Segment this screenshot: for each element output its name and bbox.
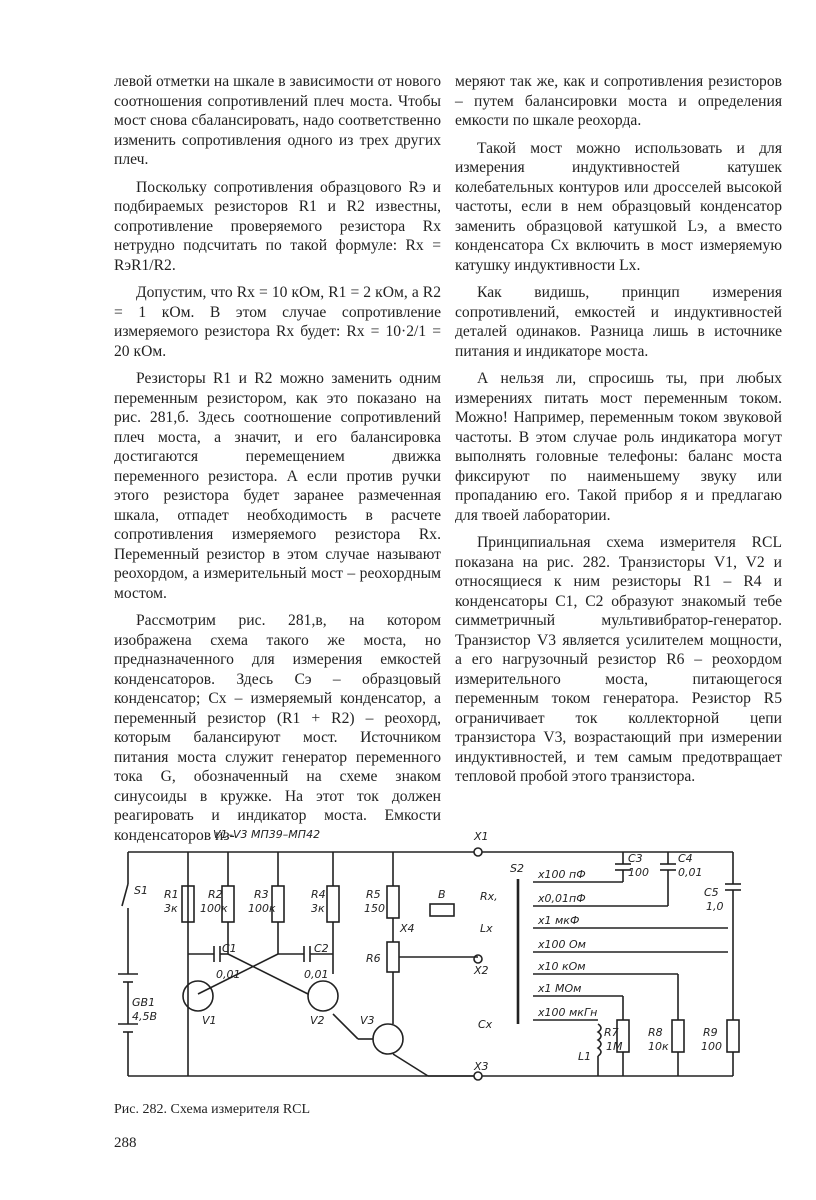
label-r8: R8 — [648, 1026, 663, 1039]
label-b: В — [438, 888, 446, 901]
range-label: x100 Ом — [538, 938, 586, 951]
label-rx: Rx, — [480, 890, 498, 903]
label-r4: R4 — [311, 888, 326, 901]
switch-s1 — [122, 884, 128, 906]
paragraph: Допустим, что Rx = 10 кОм, R1 = 2 кОм, а R2 = 1 кОм. В этом случае сопротивление измеряемого резистора Rx будет: Rx = 10·2/1 = 20 кОм. — [114, 284, 441, 360]
paragraph: Такой мост можно использовать и для измерения индуктивностей катушек колебательных контуров или дросселей высокой частоты, если в нем образцовый конденсатор заменить образцовой катушкой Lэ, а вместо конденсатора Cx включить в мост измеряемую катушку индуктивности Lx. — [455, 139, 782, 274]
paragraph: Поскольку сопротивления образцового Rэ и подбираемых резисторов R1 и R2 известны, сопротивление проверяемого резистора Rx нетрудно подсчитать по такой формуле: Rx = RэR1/R2. — [114, 178, 441, 274]
label-c2-value: 0,01 — [304, 968, 329, 981]
range-label: x100 пФ — [538, 868, 586, 881]
right-column — [455, 72, 782, 795]
label-c1: C1 — [222, 942, 237, 955]
inductor-l1 — [598, 1024, 601, 1056]
schematic-title: V1–V3 МП39–МП42 — [213, 828, 321, 841]
resistor-r9 — [727, 1020, 739, 1052]
label-c1-value: 0,01 — [216, 968, 241, 981]
paragraph: Принципиальная схема измерителя RCL показана на рис. 282. Транзисторы V1, V2 и относящиеся к ним резисторы R1 – R4 и конденсаторы C1, C2 образуют знакомый тебе симметричный мультивибратор-генератор. Транзистор V3 является усилителем мощности, а его нагрузочный резистор R6 – реохордом измерительного моста, питающегося переменным током генератора. Резистор R5 ограничивает ток коллекторной цепи транзистора V3, возрастающий при измерении индуктивностей, и тем самым предотвращает тепловой пробой этого транзистора. — [455, 534, 782, 785]
label-l1: L1 — [578, 1050, 592, 1063]
label-x2: X2 — [474, 964, 489, 977]
label-c4: C4 — [678, 852, 693, 865]
label-c5-value: 1,0 — [706, 900, 724, 913]
terminal-x3 — [474, 1072, 482, 1080]
label-r1-value: 3к — [164, 902, 178, 915]
label-gb1-voltage: 4,5В — [132, 1010, 158, 1023]
label-r3-value: 100к — [248, 902, 276, 915]
range-label: x1 мкФ — [538, 914, 580, 927]
paragraph: Как видишь, принцип измерения сопротивлений, емкостей и индуктивностей деталей одинаков. Разница лишь в источнике питания и индикаторе моста. — [455, 284, 782, 360]
label-v1: V1 — [202, 1014, 217, 1027]
resistor-r6 — [387, 942, 399, 972]
label-x1: X1 — [474, 830, 489, 843]
page-number: 288 — [114, 1135, 137, 1151]
label-x3: X3 — [474, 1060, 489, 1073]
label-v3: V3 — [360, 1014, 375, 1027]
label-gb1: GB1 — [132, 996, 156, 1009]
range-label: x100 мкГн — [538, 1006, 598, 1019]
label-r5: R5 — [366, 888, 381, 901]
label-r9-value: 100 — [701, 1040, 722, 1053]
label-r5-value: 150 — [364, 902, 385, 915]
resistor-r4 — [327, 886, 339, 922]
label-lx: Lx — [480, 922, 493, 935]
transistor-v2 — [308, 981, 338, 1011]
paragraph: меряют так же, как и сопротивления резисторов – путем балансировки моста и определения емкости по шкале реохорда. — [455, 73, 782, 129]
label-s2: S2 — [510, 862, 524, 875]
paragraph: левой отметки на шкале в зависимости от нового соотношения сопротивлений плеч моста. Чтобы мост снова сбалансировать, надо соответственно изменить сопротивления одного из трех других плеч. — [114, 73, 441, 168]
resistor-r8 — [672, 1020, 684, 1052]
label-c3: C3 — [628, 852, 643, 865]
phones-b — [430, 904, 454, 916]
transistor-v3 — [373, 1024, 403, 1054]
rcl-meter-schematic — [118, 824, 758, 1094]
label-r7-value: 1М — [606, 1040, 623, 1053]
left-column — [114, 72, 441, 853]
label-r4-value: 3к — [311, 902, 325, 915]
label-r8-value: 10к — [648, 1040, 669, 1053]
label-r6: R6 — [366, 952, 381, 965]
resistor-r5 — [387, 886, 399, 918]
label-c4-value: 0,01 — [678, 866, 703, 879]
label-c2: C2 — [314, 942, 329, 955]
label-c3-value: 100 — [628, 866, 649, 879]
label-c5: C5 — [704, 886, 719, 899]
paragraph: Рассмотрим рис. 281,в, на котором изображена схема такого же моста, но предназначенного для измерения емкостей конденсаторов. Здесь Cэ – образцовый конденсатор; Cx – измеряемый конденсатор, а переменный резистор (R1 + R2) – реохорд, которым балансируют мост. Источником питания моста служит генератор переменного тока G, обозначенный на схеме знаком синусоиды в кружке. На этот ток должен реагировать и индикатор моста. Емкости конденсаторов из- — [114, 612, 441, 844]
label-cx: Cx — [478, 1018, 493, 1031]
terminal-x1 — [474, 848, 482, 856]
label-s1: S1 — [134, 884, 148, 897]
range-label: x1 МОм — [538, 982, 582, 995]
label-x4: X4 — [400, 922, 415, 935]
paragraph: Резисторы R1 и R2 можно заменить одним переменным резистором, как это показано на рис. 281,б. Здесь соотношение сопротивлений плеч моста, а значит, и его балансировка достигаются перемещением движка переменного резистора. А если против ручки этого резистора будет заранее размеченная шкала, отпадет необходимость в расчете сопротивления измеряемого резистора Rx. Переменный резистор в этом случае называют реохордом, а измерительный мост – реохордным мостом. — [114, 370, 441, 602]
label-r9: R9 — [703, 1026, 718, 1039]
label-r3: R3 — [254, 888, 269, 901]
label-r7: R7 — [604, 1026, 619, 1039]
label-r1: R1 — [164, 888, 179, 901]
paragraph: А нельзя ли, спросишь ты, при любых измерениях питать мост переменным током. Можно! Например, переменным током звуковой частоты. В этом случае роль индикатора могут выполнять головные телефоны: баланс моста фиксируют по наименьшему звуку или пропаданию его. Такой прибор я и предлагаю для твоей лаборатории. — [455, 370, 782, 524]
figure-caption: Рис. 282. Схема измерителя RCL — [114, 1102, 311, 1117]
label-v2: V2 — [310, 1014, 325, 1027]
label-r2-value: 100к — [200, 902, 228, 915]
range-label: x10 кОм — [538, 960, 586, 973]
label-r2: R2 — [208, 888, 223, 901]
schematic-drawing — [118, 824, 758, 1094]
range-label: x0,01пФ — [538, 892, 586, 905]
